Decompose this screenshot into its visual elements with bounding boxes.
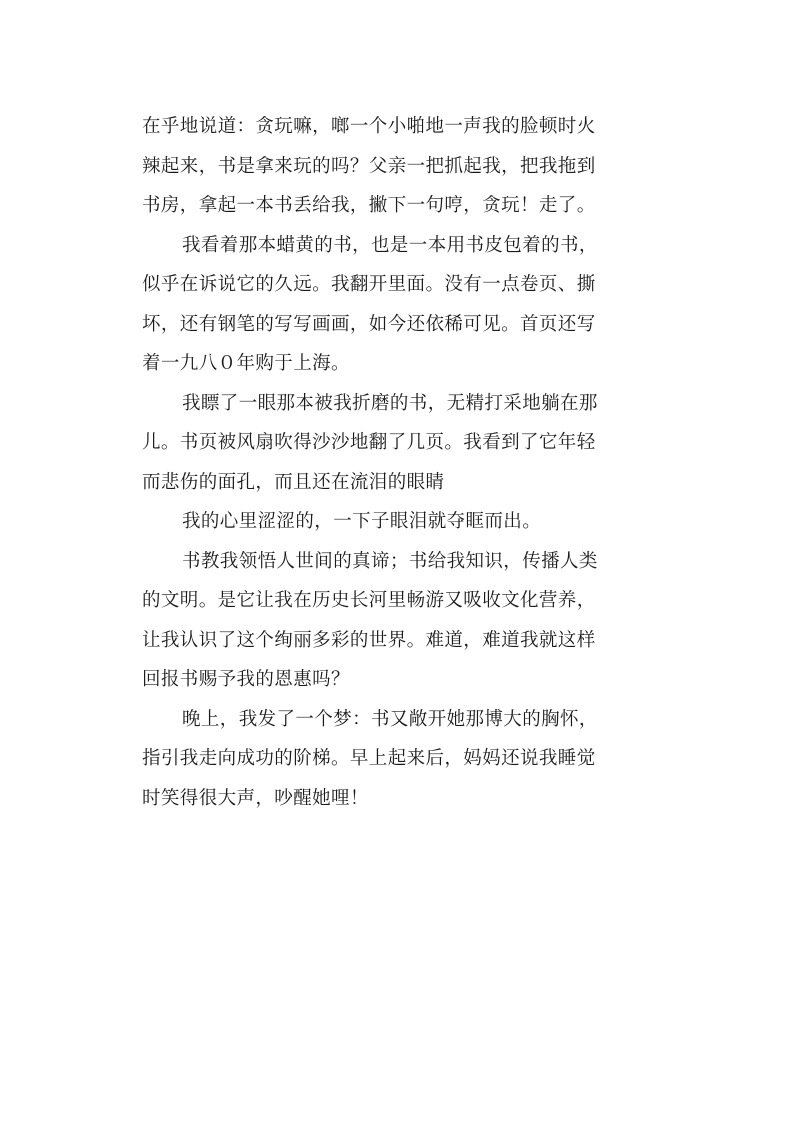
text-line: 辣起来，书是拿来玩的吗？父亲一把抓起我，把我拖到 <box>142 155 596 177</box>
text-line: 的文明。是它让我在历史长河里畅游又吸收文化营养， <box>142 590 596 611</box>
text-line: 书房，拿起一本书丢给我，撇下一句哼，贪玩！走了。 <box>142 195 596 216</box>
paragraph-start-line: 书教我领悟人世间的真谛；书给我知识，传播人类 <box>182 550 598 572</box>
text-line: 坏，还有钢笔的写写画画，如今还依稀可见。首页还写 <box>142 313 596 335</box>
text-line: 回报书赐予我的恩惠吗？ <box>142 669 350 690</box>
text-line: 着一九八０年购于上海。 <box>142 353 350 374</box>
paragraph-start-line: 我看着那本蜡黄的书，也是一本用书皮包着的书， <box>182 234 598 256</box>
text-line: 指引我走向成功的阶梯。早上起来后，妈妈还说我睡觉 <box>142 748 596 769</box>
text-line: 让我认识了这个绚丽多彩的世界。难道，难道我就这样 <box>142 629 596 651</box>
text-line: 儿。书页被风扇吹得沙沙地翻了几页。我看到了它年轻 <box>142 432 596 453</box>
text-line: 似乎在诉说它的久远。我翻开里面。没有一点卷页、撕 <box>142 274 596 295</box>
paragraph-start-line: 晚上，我发了一个梦：书又敞开她那博大的胸怀， <box>182 708 598 730</box>
text-line: 而悲伤的面孔，而且还在流泪的眼睛 <box>142 471 445 493</box>
text-line: 时笑得很大声，吵醒她哩！ <box>142 787 369 809</box>
text-line: 在乎地说道：贪玩嘛，啷一个小啪地一声我的脸顿时火 <box>142 116 596 137</box>
essay-text <box>142 107 662 818</box>
paragraph-start-line: 我瞟了一眼那本被我折磨的书，无精打采地躺在那 <box>182 392 598 414</box>
paragraph-start-line: 我的心里涩涩的，一下子眼泪就夺眶而出。 <box>182 511 542 532</box>
